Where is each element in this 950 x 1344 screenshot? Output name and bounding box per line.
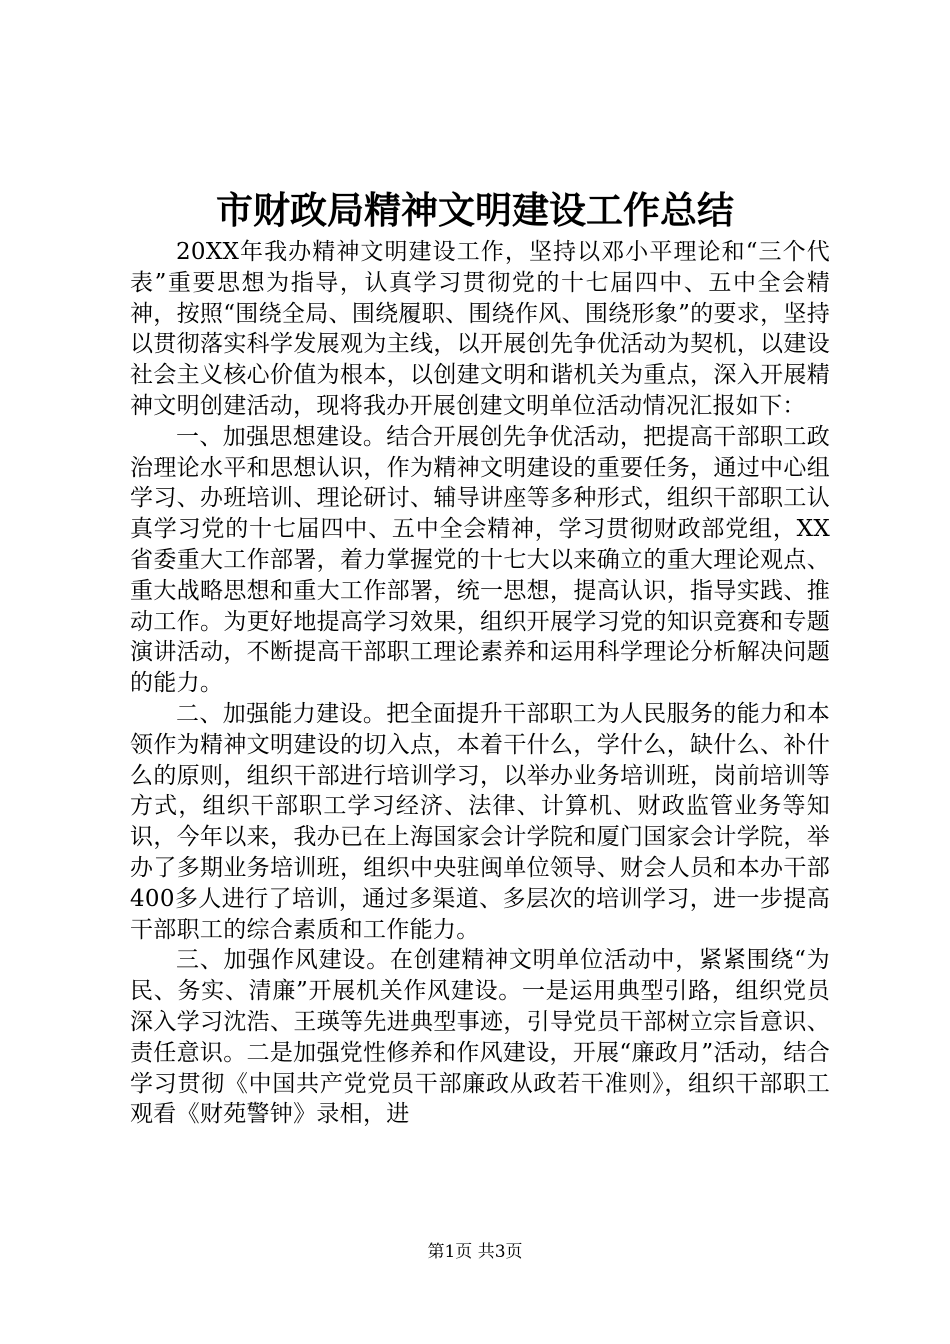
page-number-footer: 第1页 共3页 [427,1242,523,1262]
document-title: 市财政局精神文明建设工作总结 [216,188,734,232]
section-ideology-paragraph: 一、加强思想建设。结合开展创先争优活动，把提高干部职工政治理论水平和思想认识，作为精神文明建设的重要任务，通过中心组学习、办班培训、理论研讨、辅导讲座等多种形式，组织干部职工认真学习党的十七届四中、五中全会精神，学习贯彻财政部党组，XX省委重大工作部署，着力掌握党的十七大以来确立的重大理论观点、重大战略思想和重大工作部署，统一思想，提高认识，指导实践、推动工作。为更好地提高学习效果，组织开展学习党的知识竞赛和专题演讲活动，不断提高干部职工理论素养和运用科学理论分析解决问题的能力。 [130,423,830,697]
document-body [130,237,830,1130]
intro-paragraph: 20XX年我办精神文明建设工作，坚持以邓小平理论和“三个代表”重要思想为指导，认真学习贯彻党的十七届四中、五中全会精神，按照“围绕全局、围绕履职、围绕作风、围绕形象”的要求，坚持以贯彻落实科学发展观为主线，以开展创先争优活动为契机，以建设社会主义核心价值为根本，以创建文明和谐机关为重点，深入开展精神文明创建活动，现将我办开展创建文明单位活动情况汇报如下： [130,239,830,419]
section-conduct-paragraph: 三、加强作风建设。在创建精神文明单位活动中，紧紧围绕“为民、务实、清廉”开展机关作风建设。一是运用典型引路，组织党员深入学习沈浩、王瑛等先进典型事迹，引导党员干部树立宗旨意识、责任意识。二是加强党性修养和作风建设，开展“廉政月”活动，结合学习贯彻《中国共产党党员干部廉政从政若干准则》，组织干部职工观看《财苑警钟》录相，进 [130,947,830,1128]
section-capability-paragraph: 二、加强能力建设。把全面提升干部职工为人民服务的能力和本领作为精神文明建设的切入点，本着干什么，学什么，缺什么、补什么的原则，组织干部进行培训学习，以举办业务培训班，岗前培训等方式，组织干部职工学习经济、法律、计算机、财政监管业务等知识，今年以来，我办已在上海国家会计学院和厦门国家会计学院，举办了多期业务培训班，组织中央驻闽单位领导、财会人员和本办干部400多人进行了培训，通过多渠道、多层次的培训学习，进一步提高干部职工的综合素质和工作能力。 [130,700,830,943]
